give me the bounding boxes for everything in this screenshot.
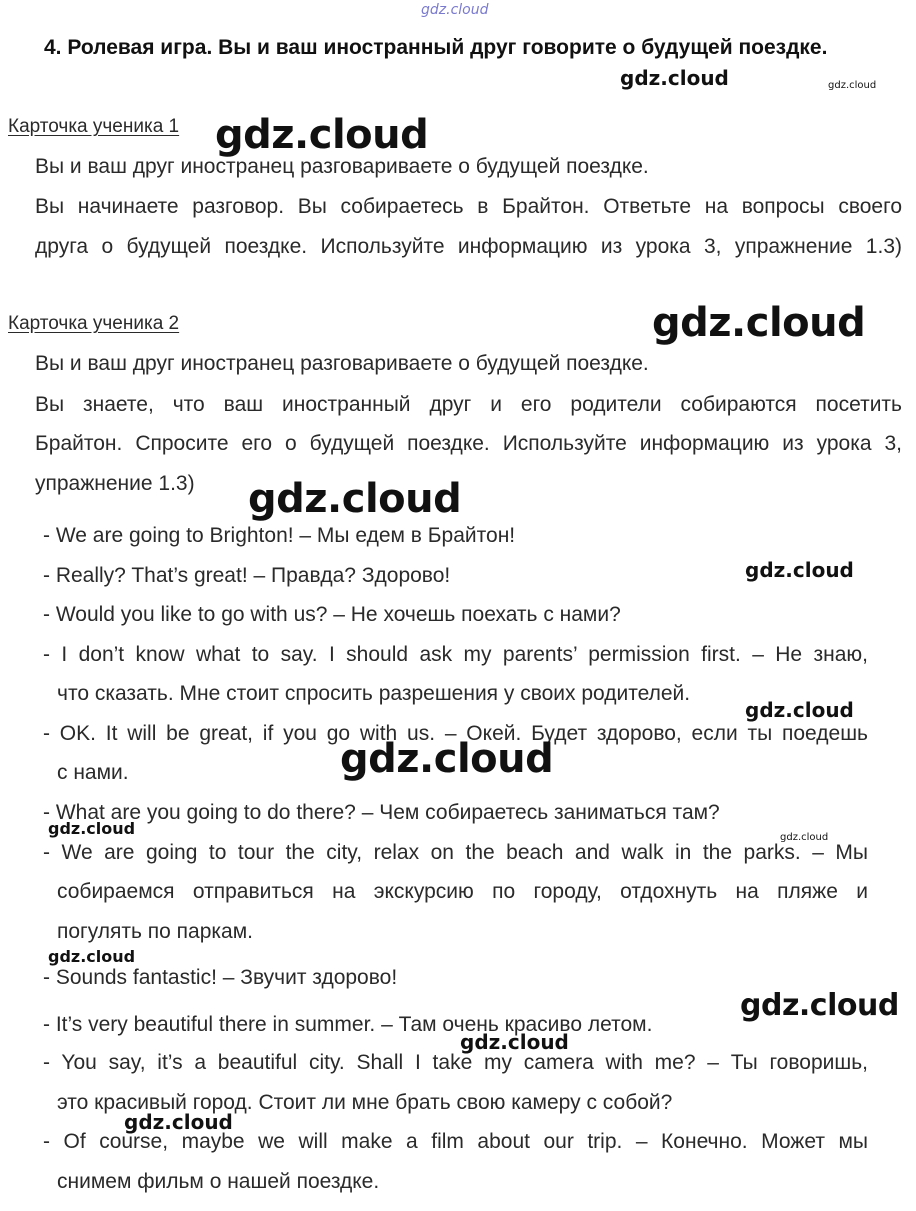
card2-label: Карточка ученика 2 — [8, 313, 180, 334]
dialogue-line: что сказать. Мне стоит спросить разрешения у своих родителей. — [57, 682, 691, 705]
dialogue-line: погулять по паркам. — [57, 920, 253, 943]
dialogue-line: - You say, it’s a beautiful city. Shall I take my camera with me? – Ты говоришь, — [43, 1051, 868, 1074]
card1-line2: Вы начинаете разговор. Вы собираетесь в Брайтон. Ответьте на вопросы своего — [35, 195, 902, 218]
watermark: gdz.cloud — [48, 947, 136, 966]
dialogue-line: - OK. It will be great, if you go with us. – Окей. Будет здорово, если ты поедешь — [43, 722, 868, 745]
dialogue-line: - Really? That’s great! – Правда? Здорово! — [43, 564, 451, 587]
dialogue-line: снимем фильм о нашей поездке. — [57, 1170, 380, 1193]
dialogue-line: - We are going to Brighton! – Мы едем в Брайтон! — [43, 524, 516, 547]
dialogue-line: - We are going to tour the city, relax on the beach and walk in the parks. – Мы — [43, 841, 868, 864]
card1-line3: друга о будущей поездке. Используйте информацию из урока 3, упражнение 1.3) — [35, 235, 902, 258]
watermark: gdz.cloud — [340, 736, 554, 782]
dialogue-line: - It’s very beautiful there in summer. – Там очень красиво летом. — [43, 1013, 653, 1036]
dialogue-line: это красивый город. Стоит ли мне брать свою камеру с собой? — [57, 1091, 673, 1114]
watermark: gdz.cloud — [745, 698, 854, 722]
card2-line1: Вы и ваш друг иностранец разговариваете о будущей поездке. — [35, 352, 649, 375]
watermark: gdz.cloud — [780, 832, 829, 843]
card2-line2: Вы знаете, что ваш иностранный друг и его родители собираются посетить — [35, 393, 902, 416]
watermark: gdz.cloud — [652, 300, 866, 346]
dialogue-line: с нами. — [57, 761, 129, 784]
watermark: gdz.cloud — [124, 1110, 233, 1134]
dialogue-line: - Of course, maybe we will make a film about our trip. – Конечно. Может мы — [43, 1130, 868, 1153]
watermark: gdz.cloud — [460, 1030, 569, 1054]
watermark: gdz.cloud — [215, 112, 429, 158]
watermark: gdz.cloud — [248, 476, 462, 522]
task-title: 4. Ролевая игра. Вы и ваш иностранный друг говорите о будущей поездке. — [44, 36, 828, 59]
watermark: gdz.cloud — [740, 988, 899, 1023]
dialogue-line: - I don’t know what to say. I should ask my parents’ permission first. – Не знаю, — [43, 643, 868, 666]
card2-line4: упражнение 1.3) — [35, 472, 195, 495]
card2-line3: Брайтон. Спросите его о будущей поездке. Используйте информацию из урока 3, — [35, 432, 902, 455]
watermark-top: gdz.cloud — [421, 2, 489, 18]
watermark: gdz.cloud — [828, 80, 877, 91]
card1-line1: Вы и ваш друг иностранец разговариваете о будущей поездке. — [35, 155, 649, 178]
watermark: gdz.cloud — [48, 819, 136, 838]
dialogue-line: - What are you going to do there? – Чем собираетесь заниматься там? — [43, 801, 720, 824]
card1-label: Карточка ученика 1 — [8, 116, 180, 137]
watermark: gdz.cloud — [620, 66, 729, 90]
dialogue-line: - Sounds fantastic! – Звучит здорово! — [43, 966, 398, 989]
dialogue-line: собираемся отправиться на экскурсию по городу, отдохнуть на пляже и — [57, 880, 868, 903]
dialogue-line: - Would you like to go with us? – Не хочешь поехать с нами? — [43, 603, 621, 626]
watermark: gdz.cloud — [745, 558, 854, 582]
